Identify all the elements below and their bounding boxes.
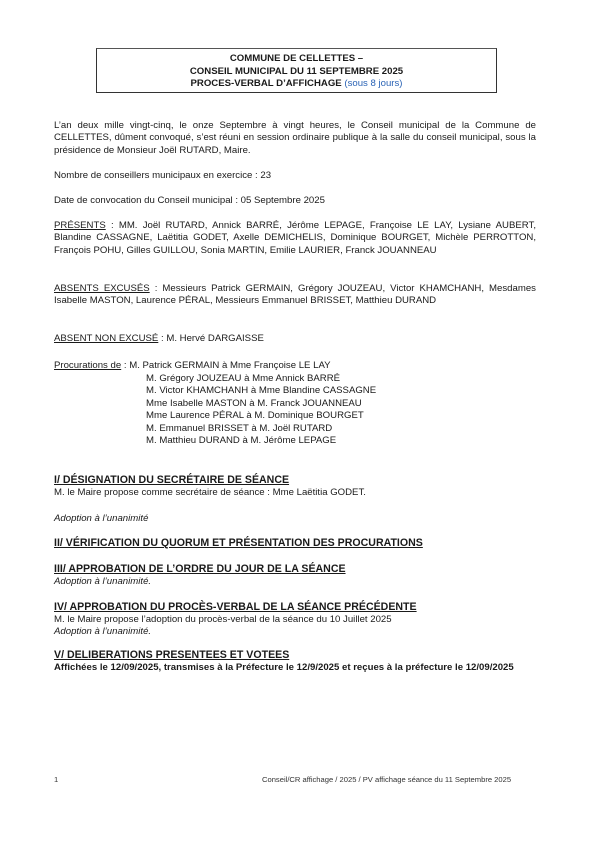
header-pv-title: PROCES-VERBAL D’AFFICHAGE (sous 8 jours) bbox=[190, 78, 403, 89]
section-4-text: M. le Maire propose l’adoption du procès-verbal de la séance du 10 Juillet 2025 bbox=[54, 614, 392, 625]
section-5-title: V/ DELIBERATIONS PRESENTEES ET VOTEES bbox=[54, 649, 290, 661]
procuration-line: Mme Isabelle MASTON à M. Franck JOUANNEAU bbox=[146, 398, 362, 409]
convocation-date: Date de convocation du Conseil municipal : 05 Septembre 2025 bbox=[54, 195, 325, 206]
presents-label: PRÉSENTS bbox=[54, 220, 106, 231]
procuration-line: M. Victor KHAMCHANH à Mme Blandine CASSAGNE bbox=[146, 385, 377, 396]
procurations-first: Procurations de : M. Patrick GERMAIN à Mme Françoise LE LAY bbox=[54, 360, 331, 371]
presents-paragraph bbox=[54, 220, 536, 257]
excuses-paragraph bbox=[54, 283, 536, 308]
section-1-adoption: Adoption à l’unanimité bbox=[54, 513, 149, 524]
non-excuse-name: : M. Hervé DARGAISSE bbox=[158, 333, 264, 344]
excuses-list: : Messieurs Patrick GERMAIN, Grégory JOUZEAU, Victor KHAMCHANH, Mesdames Isabelle MASTON, Laurence PÉRAL, Messieurs Emmanuel BRISSET, Matthieu DURAND bbox=[54, 283, 536, 307]
procuration-line: M. Emmanuel BRISSET à M. Joël RUTARD bbox=[146, 423, 333, 434]
intro-paragraph: L’an deux mille vingt-cinq, le onze Septembre à vingt heures, le Conseil municipal de la Commune de CELLETTES, dûment convoqué, s’est réuni en session ordinaire publique à la salle du conseil municipal, sous la présidence de Monsieur Joël RUTARD, Maire. bbox=[54, 120, 536, 156]
non-excuse-label: ABSENT NON EXCUSÉ bbox=[54, 333, 159, 344]
procurations-label: Procurations de bbox=[54, 360, 122, 371]
section-1-title: I/ DÉSIGNATION DU SECRÉTAIRE DE SÉANCE bbox=[54, 474, 290, 486]
procuration-line: M. Matthieu DURAND à M. Jérôme LEPAGE bbox=[146, 435, 337, 446]
header-delay-note: (sous 8 jours) bbox=[344, 78, 403, 89]
section-4-adoption: Adoption à l’unanimité. bbox=[54, 626, 152, 637]
section-4-title: IV/ APPROBATION DU PROCÈS-VERBAL DE LA SÉANCE PRÉCÉDENTE bbox=[54, 601, 417, 613]
section-2-title: II/ VÉRIFICATION DU QUORUM ET PRÉSENTATION DES PROCURATIONS bbox=[54, 537, 423, 549]
page-number: 1 bbox=[54, 775, 59, 784]
section-3-adoption: Adoption à l’unanimité. bbox=[54, 576, 152, 587]
members-count: Nombre de conseillers municipaux en exercice : 23 bbox=[54, 170, 272, 181]
procuration-line: M. Grégory JOUZEAU à Mme Annick BARRÉ bbox=[146, 373, 341, 384]
header-commune: COMMUNE DE CELLETTES – bbox=[229, 53, 364, 64]
footer-reference: Conseil/CR affichage / 2025 / PV affichage séance du 11 Septembre 2025 bbox=[262, 775, 512, 784]
excuses-label: ABSENTS EXCUSÉS bbox=[54, 283, 150, 294]
section-1-text: M. le Maire propose comme secrétaire de séance : Mme Laëtitia GODET. bbox=[54, 487, 366, 498]
header-council-date: CONSEIL MUNICIPAL DU 11 SEPTEMBRE 2025 bbox=[189, 65, 404, 77]
non-excuse-paragraph bbox=[54, 333, 536, 345]
procuration-line: Mme Laurence PÉRAL à M. Dominique BOURGET bbox=[146, 410, 364, 421]
section-5-text: Affichées le 12/09/2025, transmises à la Préfecture le 12/9/2025 et reçues à la préfecture le 12/09/2025 bbox=[54, 662, 514, 673]
presents-list: : MM. Joël RUTARD, Annick BARRÉ, Jérôme LEPAGE, Françoise LE LAY, Lysiane AUBERT, Blandine CASSAGNE, Laëtitia GODET, Axelle DEMICHELIS, Dominique BOURGET, Michèle PERROTTON, François POHU, Gilles GUILLOU, Sonia MARTIN, Emilie LAURIER, Franck JOUANNEAU bbox=[54, 220, 536, 256]
section-3-title: III/ APPROBATION DE L’ORDRE DU JOUR DE LA SÉANCE bbox=[54, 563, 346, 575]
document-header bbox=[96, 48, 497, 93]
